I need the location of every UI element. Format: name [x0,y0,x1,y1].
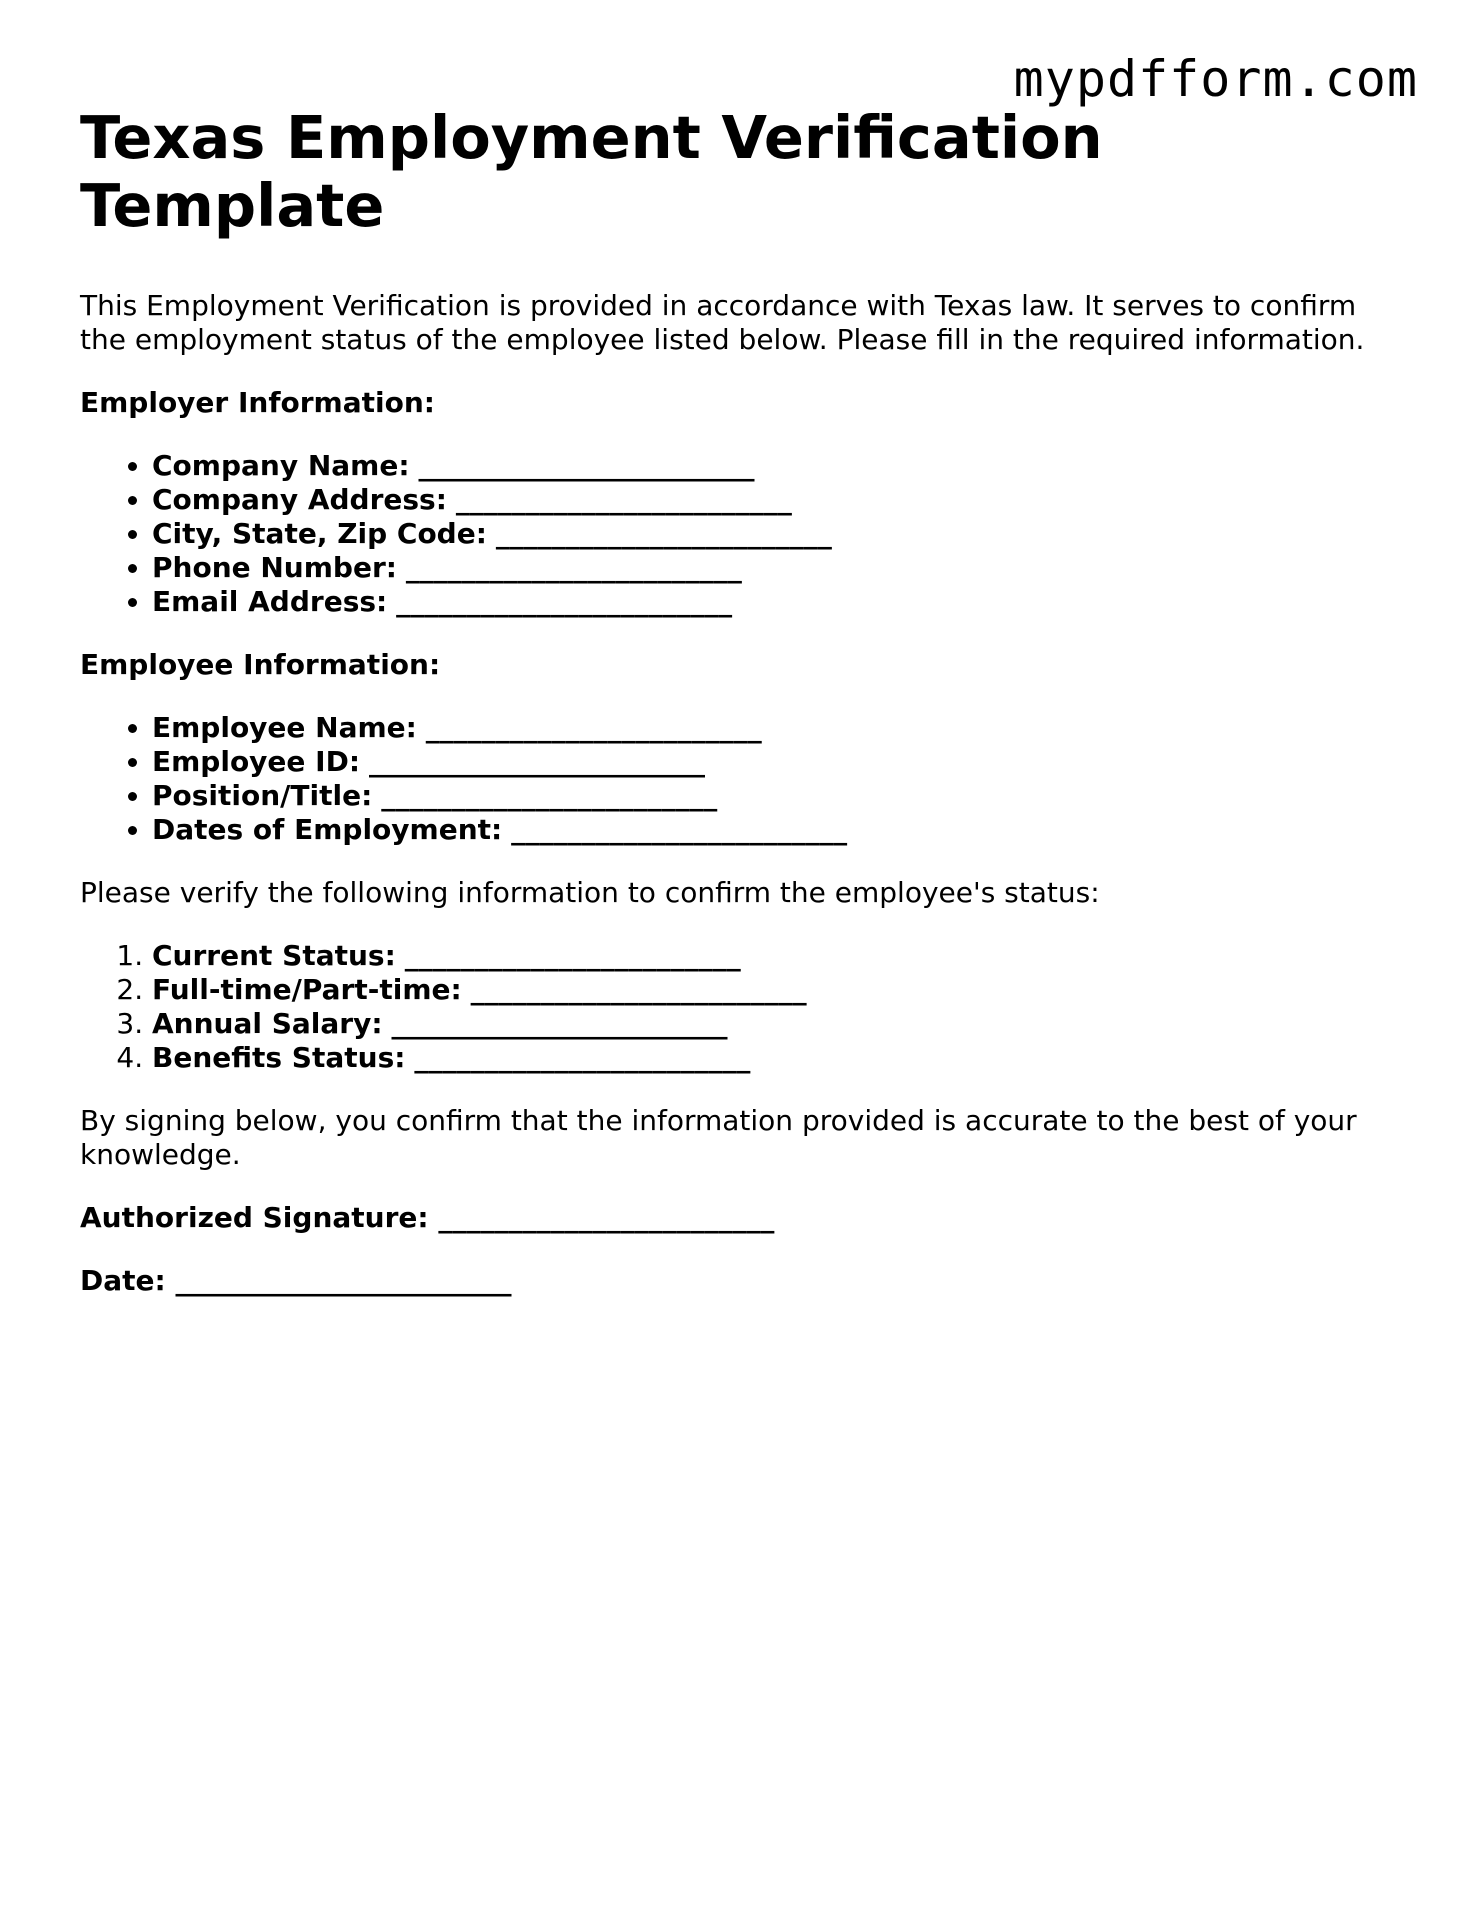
list-item [152,551,1410,585]
list-item [152,517,1410,551]
field-label: Company Name: [152,449,410,482]
date-line [80,1264,1410,1298]
list-item [152,449,1410,483]
employer-section-heading: Employer Information: [80,386,435,419]
list-item [152,813,1410,847]
field-label: Company Address: [152,483,447,516]
list-item [152,585,1410,619]
signature-line [80,1201,1410,1235]
email-address-blank[interactable]: ________________________ [396,585,733,618]
verify-paragraph: Please verify the following information to confirm the employee's status: [80,876,1100,909]
list-item [152,483,1410,517]
title-line-2: Template [80,171,385,240]
date-label: Date: [80,1264,166,1297]
city-state-zip-blank[interactable]: ________________________ [495,517,832,550]
field-label: Email Address: [152,585,388,618]
intro-paragraph: This Employment Verification is provided in accordance with Texas law. It serves to confirm the employment status of the employee listed below. Please fill in the required information. [80,289,1365,356]
list-item [152,1041,1410,1075]
document-body [80,104,1410,1298]
employee-id-blank[interactable]: ________________________ [368,745,705,778]
phone-number-blank[interactable]: ________________________ [405,551,742,584]
field-label: Annual Salary: [152,1007,383,1040]
list-item [152,939,1410,973]
field-label: Position/Title: [152,779,373,812]
employee-section-heading: Employee Information: [80,648,441,681]
position-title-blank[interactable]: ________________________ [381,779,718,812]
list-item [152,745,1410,779]
field-label: City, State, Zip Code: [152,517,487,550]
page-title [80,104,1410,240]
employee-name-blank[interactable]: ________________________ [425,711,762,744]
title-line-1: Texas Employment Verification [80,103,1103,172]
field-label: Benefits Status: [152,1041,406,1074]
current-status-blank[interactable]: ________________________ [404,939,741,972]
date-blank[interactable]: ________________________ [175,1264,512,1297]
company-name-blank[interactable]: ________________________ [418,449,755,482]
employee-fields-list [80,711,1410,847]
field-label: Phone Number: [152,551,397,584]
confirm-paragraph: By signing below, you confirm that the information provided is accurate to the best of your knowledge. [80,1104,1357,1171]
signature-label: Authorized Signature: [80,1201,429,1234]
field-label: Full-time/Part-time: [152,973,462,1006]
list-item [152,973,1410,1007]
annual-salary-blank[interactable]: ________________________ [391,1007,728,1040]
benefits-status-blank[interactable]: ________________________ [414,1041,751,1074]
signature-blank[interactable]: ________________________ [438,1201,775,1234]
field-label: Employee Name: [152,711,417,744]
status-fields-list [80,939,1410,1075]
dates-of-employment-blank[interactable]: ________________________ [511,813,848,846]
field-label: Dates of Employment: [152,813,503,846]
field-label: Employee ID: [152,745,361,778]
company-address-blank[interactable]: ________________________ [455,483,792,516]
employer-fields-list [80,449,1410,619]
list-item [152,711,1410,745]
full-part-time-blank[interactable]: ________________________ [470,973,807,1006]
list-item [152,1007,1410,1041]
watermark: mypdfform.com [1013,50,1418,108]
field-label: Current Status: [152,939,396,972]
list-item [152,779,1410,813]
